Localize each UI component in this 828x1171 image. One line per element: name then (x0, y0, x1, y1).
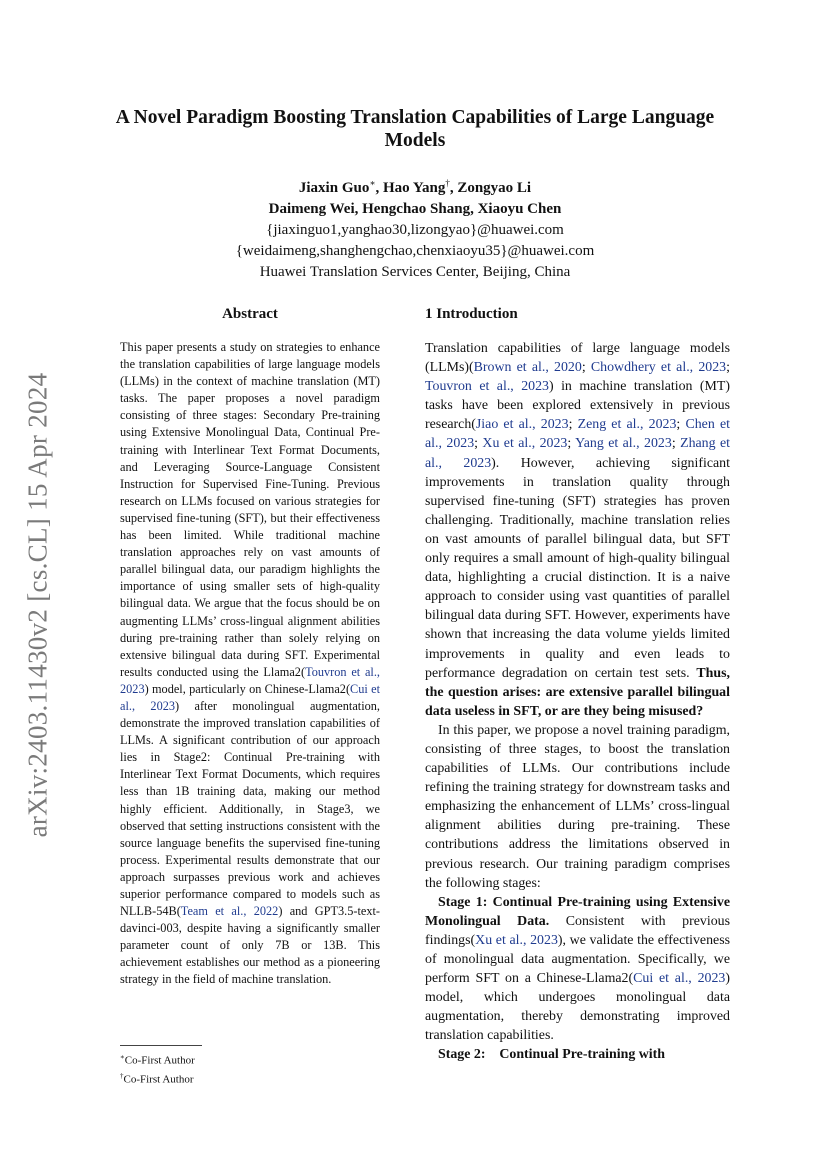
footnote-marker: † (445, 178, 450, 188)
footnote-marker: ∗ (369, 178, 376, 188)
footnote-text: Co-First Author (123, 1073, 194, 1086)
text-run: ) in machine translation (MT) tasks have been explored extensively in previous research( (425, 379, 731, 433)
stage-2-heading: Stage 2: Continual Pre-training with (438, 1047, 666, 1063)
citation-link[interactable]: Cui et al., 2023 (120, 681, 380, 713)
intro-paragraph-2: In this paper, we propose a novel training paradigm, consisting of three stages, to boost the translation capabilities of LLMs. Our contributions include refining the training strategy for downstream tasks and emphasizing the enhancement of LLMs’ cross-lingual alignment abilities during pre-training. These contributions address the limitations observed in previous research. Our training paradigm comprises the following stages: (425, 722, 730, 891)
abstract-text-run: ) and GPT3.5-text-davinci-003, despite having a significantly smaller parameter count of only 7B or 13B. This achievement establishes our method as a pioneering strategy in the field of machine translation. (120, 904, 380, 987)
text-run: ; (474, 436, 483, 452)
author-separator: , (375, 180, 383, 196)
citation-link[interactable]: Jiao et al., 2023 (475, 417, 569, 433)
citation-link[interactable]: Cui et al., 2023 (633, 971, 726, 987)
abstract-text-run: ) model, particularly on Chinese-Llama2( (144, 681, 351, 696)
citation-link[interactable]: Touvron et al., 2023 (120, 664, 380, 696)
abstract-body (120, 339, 380, 989)
citation-link[interactable]: Zeng et al., 2023 (577, 417, 677, 433)
citation-link[interactable]: Xu et al., 2023 (475, 932, 558, 948)
text-run: ; (581, 360, 591, 376)
footnote-2 (120, 1069, 380, 1088)
stage-1-heading: Stage 1: Continual Pre-training using Extensive Monolingual Data. (425, 894, 730, 929)
citation-link[interactable]: Touvron et al., 2023 (425, 379, 549, 395)
text-run: ; (567, 436, 576, 452)
abstract-column (120, 306, 380, 989)
text-run: ) model, which undergoes monolingual data augmentation, thereby demonstrating improved translation capabilities. (425, 971, 730, 1044)
paper-title: A Novel Paradigm Boosting Translation Capabilities of Large Language Models (115, 107, 715, 151)
author-name: , Zongyao Li (449, 180, 532, 196)
intro-paragraph-1 (425, 339, 730, 721)
author-name: Jiaxin Guo (298, 180, 370, 196)
citation-link[interactable]: Xu et al., 2023 (482, 436, 568, 452)
introduction-heading: 1 Introduction (425, 306, 518, 322)
intro-paragraph-4 (425, 1045, 730, 1064)
text-run: ). However, achieving significant improvements in translation quality through supervised fine-tuning (SFT) strategies has proven challenging. Traditionally, machine translation relies on vast amounts of parallel bilingual data, but SFT only requires a small amount of high-quality bilingual data, highlighting a crucial distinction. It is a naive approach to consider using vast quantities of parallel bilingual data during SFT. However, experiments have shown that increasing the data volume yields limited improvements in quality and even leads to performance degradation on certain test sets. (425, 455, 730, 681)
arxiv-identifier-text: arXiv:2403.11430v2 [cs.CL] 15 Apr 2024 (22, 372, 53, 838)
text-run: ; (726, 360, 730, 376)
author-email-2: {weidaimeng,shanghengchao,chenxiaoyu35}@huawei.com (235, 243, 595, 259)
author-affiliation: Huawei Translation Services Center, Beijing, China (259, 264, 571, 280)
citation-link[interactable]: Yang et al., 2023 (575, 436, 672, 452)
author-block (140, 173, 690, 283)
author-name: Hao Yang (382, 180, 446, 196)
citation-link[interactable]: Chowdhery et al., 2023 (590, 360, 727, 376)
author-line-2: Daimeng Wei, Hengchao Shang, Xiaoyu Chen (268, 201, 562, 217)
citation-link[interactable]: Chen et al., 2023 (425, 417, 730, 452)
introduction-column (425, 306, 730, 1065)
author-line-1 (140, 173, 690, 199)
text-run: ; (676, 417, 686, 433)
research-question: Thus, the question arises: are extensive parallel bilingual data useless in SFT, or are they being misused? (425, 665, 730, 719)
footnote-marker: † (120, 1071, 124, 1080)
citation-link[interactable]: Zhang et al., 2023 (425, 436, 730, 471)
footnote-marker: ∗ (120, 1053, 125, 1061)
arxiv-identifier (18, 360, 58, 850)
text-run: ), we validate the effectiveness of monolingual data augmentation. Specifically, we perform SFT on a Chinese-Llama2( (425, 932, 731, 987)
intro-paragraph-3 (425, 893, 730, 1046)
text-run: ; (671, 436, 681, 452)
text-run: ; (568, 417, 578, 433)
citation-link[interactable]: Team et al., 2022 (180, 904, 279, 919)
footnotes (120, 1045, 380, 1087)
abstract-text-run: This paper presents a study on strategies to enhance the translation capabilities of large language models (LLMs) in the context of machine translation (MT) tasks. The paper proposes a novel paradigm consisting of three stages: Secondary Pre-training using Extensive Monolingual Data, Continual Pre-training with Interlinear Text Format Documents, and Leveraging Source-Language Consistent Instruction for Supervised Fine-Tuning. Previous research on LLMs focused on various strategies for supervised fine-tuning (SFT), but their effectiveness has been limited. While traditional machine translation approaches rely on vast amounts of parallel bilingual data, our paradigm highlights the importance of using smaller sets of high-quality bilingual data. We argue that the focus should be on augmenting LLMs’ cross-lingual alignment abilities during pre-training rather than solely relying on extensive bilingual data during SFT. Experimental results conducted using the Llama2( (120, 340, 380, 679)
text-run: Consistent with previous findings( (425, 913, 730, 948)
abstract-heading: Abstract (222, 306, 278, 322)
abstract-text-run: ) after monolingual augmentation, demonstrate the improved translation capabilities of LLMs. A significant contribution of our approach lies in Stage2: Continual Pre-training with Interlinear Text Format Documents, which requires less than 1B training data, making our method highly efficient. Additionally, in Stage3, we observed that setting instructions consistent with the source language benefits the supervised fine-tuning process. Experimental results demonstrate that our approach surpasses previous work and achieves superior performance compared to models such as NLLB-54B( (120, 698, 380, 919)
footnote-rule (120, 1045, 202, 1046)
footnote-text: Co-First Author (124, 1054, 195, 1067)
citation-link[interactable]: Brown et al., 2020 (473, 360, 582, 376)
author-email-1: {jiaxinguo1,yanghao30,lizongyao}@huawei.com (266, 222, 564, 238)
footnote-1 (120, 1050, 380, 1069)
text-run: Translation capabilities of large language models (LLMs)( (425, 341, 730, 376)
